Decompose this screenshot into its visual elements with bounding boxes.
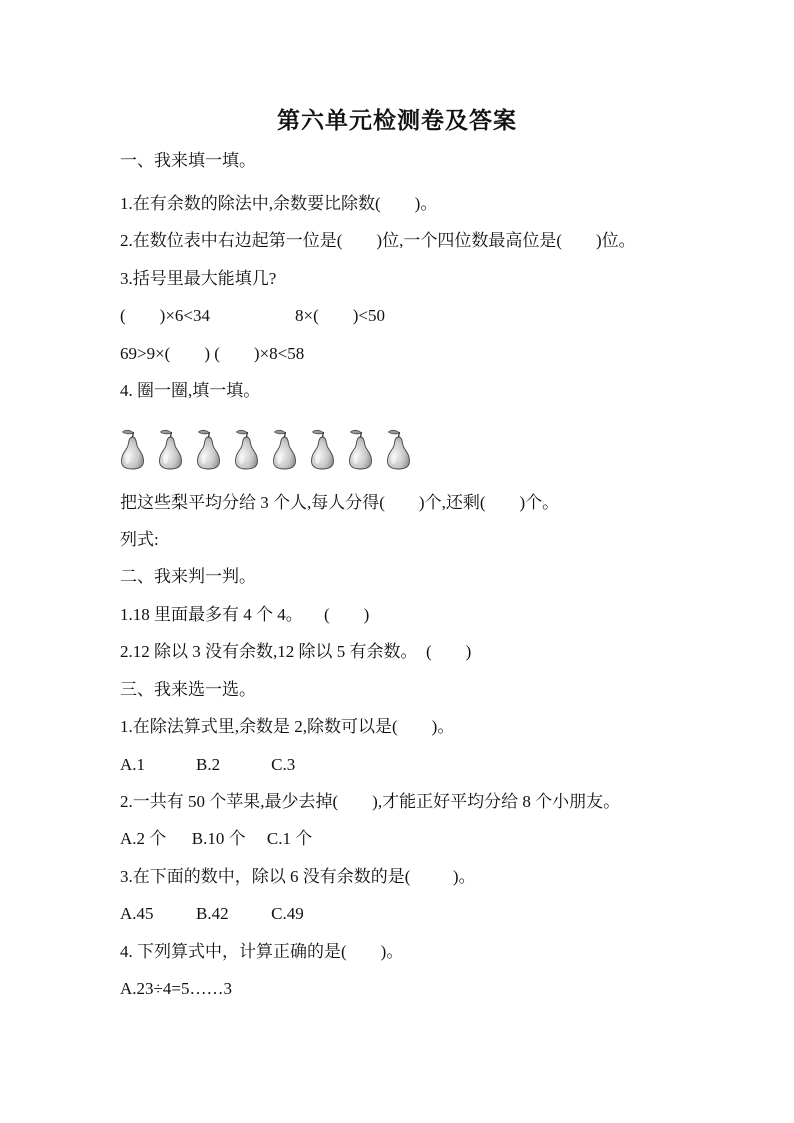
- pear-icon: [307, 428, 338, 470]
- pear-icon: [345, 428, 376, 470]
- question-1-4: 4. 圈一圈,填一填。: [120, 381, 261, 400]
- question-1-2: 2.在数位表中右边起第一位是( )位,一个四位数最高位是( )位。: [120, 231, 636, 250]
- question-3-1-options: A.1 B.2 C.3: [120, 755, 296, 774]
- pear-icon: [117, 428, 148, 470]
- pear-row: [117, 428, 414, 472]
- question-3-1: 1.在除法算式里,余数是 2,除数可以是( )。: [120, 717, 455, 736]
- question-3-3-options: A.45 B.42 C.49: [120, 904, 304, 923]
- pear-icon: [269, 428, 300, 470]
- question-3-2-options: A.2 个 B.10 个 C.1 个: [120, 829, 313, 848]
- question-1-3: 3.括号里最大能填几?: [120, 269, 277, 288]
- question-3-4: 4. 下列算式中，计算正确的是( )。: [120, 942, 404, 961]
- question-2-2: 2.12 除以 3 没有余数,12 除以 5 有余数。 ( ): [120, 642, 472, 661]
- question-3-3: 3.在下面的数中，除以 6 没有余数的是( )。: [120, 867, 476, 886]
- pear-icon: [383, 428, 414, 470]
- section-heading-fill: 一、我来填一填。: [120, 151, 256, 170]
- question-1-4-text: 把这些梨平均分给 3 个人,每人分得( )个,还剩( )个。: [120, 493, 560, 512]
- question-1-3-row-2: 69>9×( ) ( )×8<58: [120, 344, 305, 363]
- pear-icon: [155, 428, 186, 470]
- pear-icon: [193, 428, 224, 470]
- section-heading-choose: 三、我来选一选。: [120, 680, 256, 699]
- question-3-2: 2.一共有 50 个苹果,最少去掉( ),才能正好平均分给 8 个小朋友。: [120, 792, 621, 811]
- question-1-1: 1.在有余数的除法中,余数要比除数( )。: [120, 194, 438, 213]
- question-3-4-option-a: A.23÷4=5……3: [120, 979, 232, 998]
- question-2-1: 1.18 里面最多有 4 个 4。 ( ): [120, 605, 370, 624]
- pear-icon: [231, 428, 262, 470]
- section-heading-judge: 二、我来判一判。: [120, 567, 256, 586]
- page-title: 第六单元检测卷及答案: [277, 108, 517, 134]
- formula-label: 列式:: [120, 530, 159, 549]
- question-1-3-row-1: ( )×6<34 8×( )<50: [120, 306, 385, 325]
